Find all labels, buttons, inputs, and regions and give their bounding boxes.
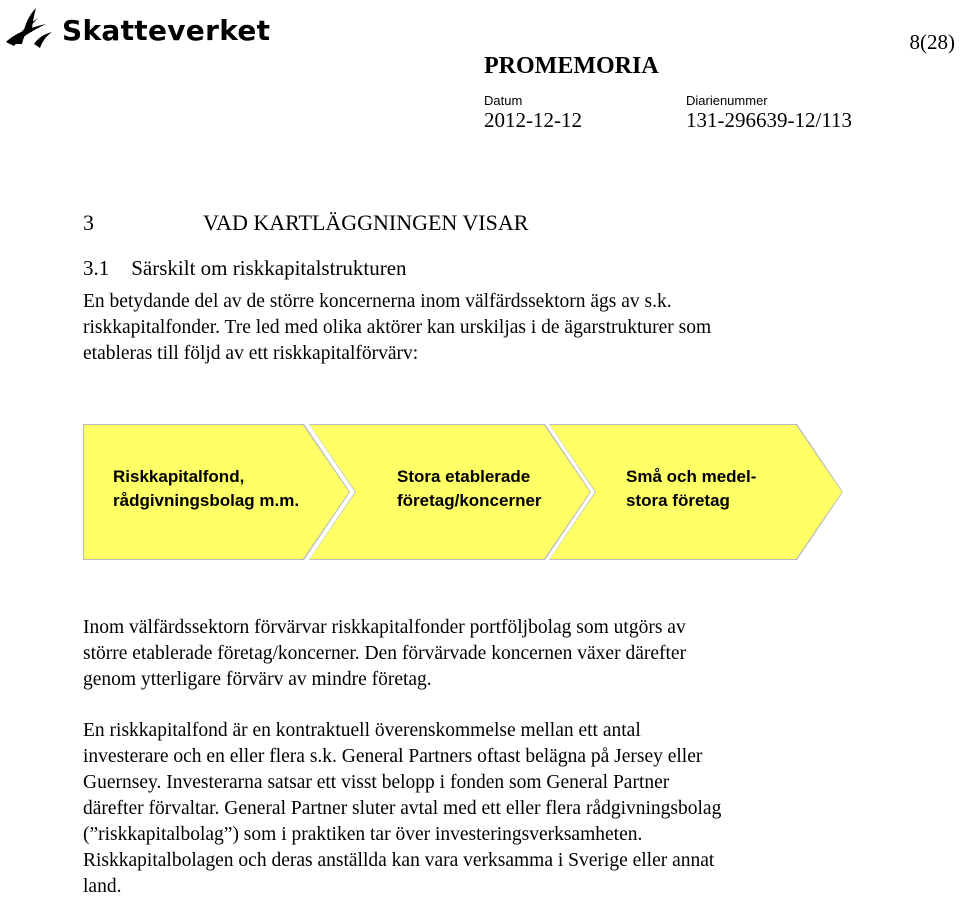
chain-step-1-line: Riskkapitalfond, xyxy=(113,467,245,486)
chain-step-2-line: Stora etablerade xyxy=(397,467,531,486)
text-line: Guernsey. Investerarna satsar ett visst belopp i fonden som General Partner xyxy=(83,772,670,793)
chain-step-3-line: Små och medel- xyxy=(626,467,757,486)
subsection-number: 3.1 xyxy=(83,256,110,280)
chain-step-1-label xyxy=(113,465,299,513)
text-line: En riskkapitalfond är en kontraktuell överenskommelse mellan ett antal xyxy=(83,720,641,741)
text-line: etableras till följd av ett riskkapitalförvärv: xyxy=(83,343,419,364)
text-line: En betydande del av de större koncernerna inom välfärdssektorn ägs av s.k. xyxy=(83,291,672,312)
subsection-title: Särskilt om riskkapitalstrukturen xyxy=(131,256,407,280)
text-line: (”riskkapitalbolag”) som i praktiken tar över investeringsverksamheten. xyxy=(83,824,643,845)
text-line: investerare och en eller flera s.k. General Partners oftast belägna på Jersey eller xyxy=(83,746,703,767)
document-type: PROMEMORIA xyxy=(484,53,659,79)
intro-paragraph xyxy=(83,289,863,367)
chain-step-1-line: rådgivningsbolag m.m. xyxy=(113,491,300,510)
skatteverket-logo xyxy=(4,4,270,52)
text-line: Riskkapitalbolagen och deras anställda kan vara verksamma i Sverige eller annat xyxy=(83,850,715,871)
text-line: därefter förvaltar. General Partner sluter avtal med ett eller flera rådgivningsbolag xyxy=(83,798,722,819)
subsection-heading xyxy=(83,256,407,281)
fund-definition-paragraph xyxy=(83,718,863,900)
diary-number-label: Diarienummer xyxy=(686,93,768,108)
logo-text: Skatteverket xyxy=(62,13,271,47)
date-value: 2012-12-12 xyxy=(484,108,582,132)
text-line: land. xyxy=(83,876,122,897)
date-label: Datum xyxy=(484,93,523,108)
chain-step-3-line: stora företag xyxy=(626,491,730,510)
text-line: större etablerade företag/koncerner. Den förvärvade koncernen växer därefter xyxy=(83,643,687,664)
skatteverket-logo-icon xyxy=(4,4,54,52)
text-line: Inom välfärdssektorn förvärvar riskkapitalfonder portföljbolag som utgörs av xyxy=(83,617,686,638)
ownership-chain-diagram xyxy=(83,424,843,560)
acquisition-paragraph xyxy=(83,615,863,693)
diary-number-value: 131-296639-12/113 xyxy=(686,108,853,132)
text-line: genom ytterligare förvärv av mindre företag. xyxy=(83,669,432,690)
chain-step-2-line: företag/koncerner xyxy=(397,491,542,510)
chain-step-2-label xyxy=(397,465,542,513)
text-line: riskkapitalfonder. Tre led med olika aktörer kan urskiljas i de ägarstrukturer som xyxy=(83,317,712,338)
page-number: 8(28) xyxy=(909,30,955,54)
section-number: 3 xyxy=(83,210,94,235)
chain-step-3-label xyxy=(626,465,756,513)
section-title: VAD KARTLÄGGNINGEN VISAR xyxy=(203,210,529,235)
